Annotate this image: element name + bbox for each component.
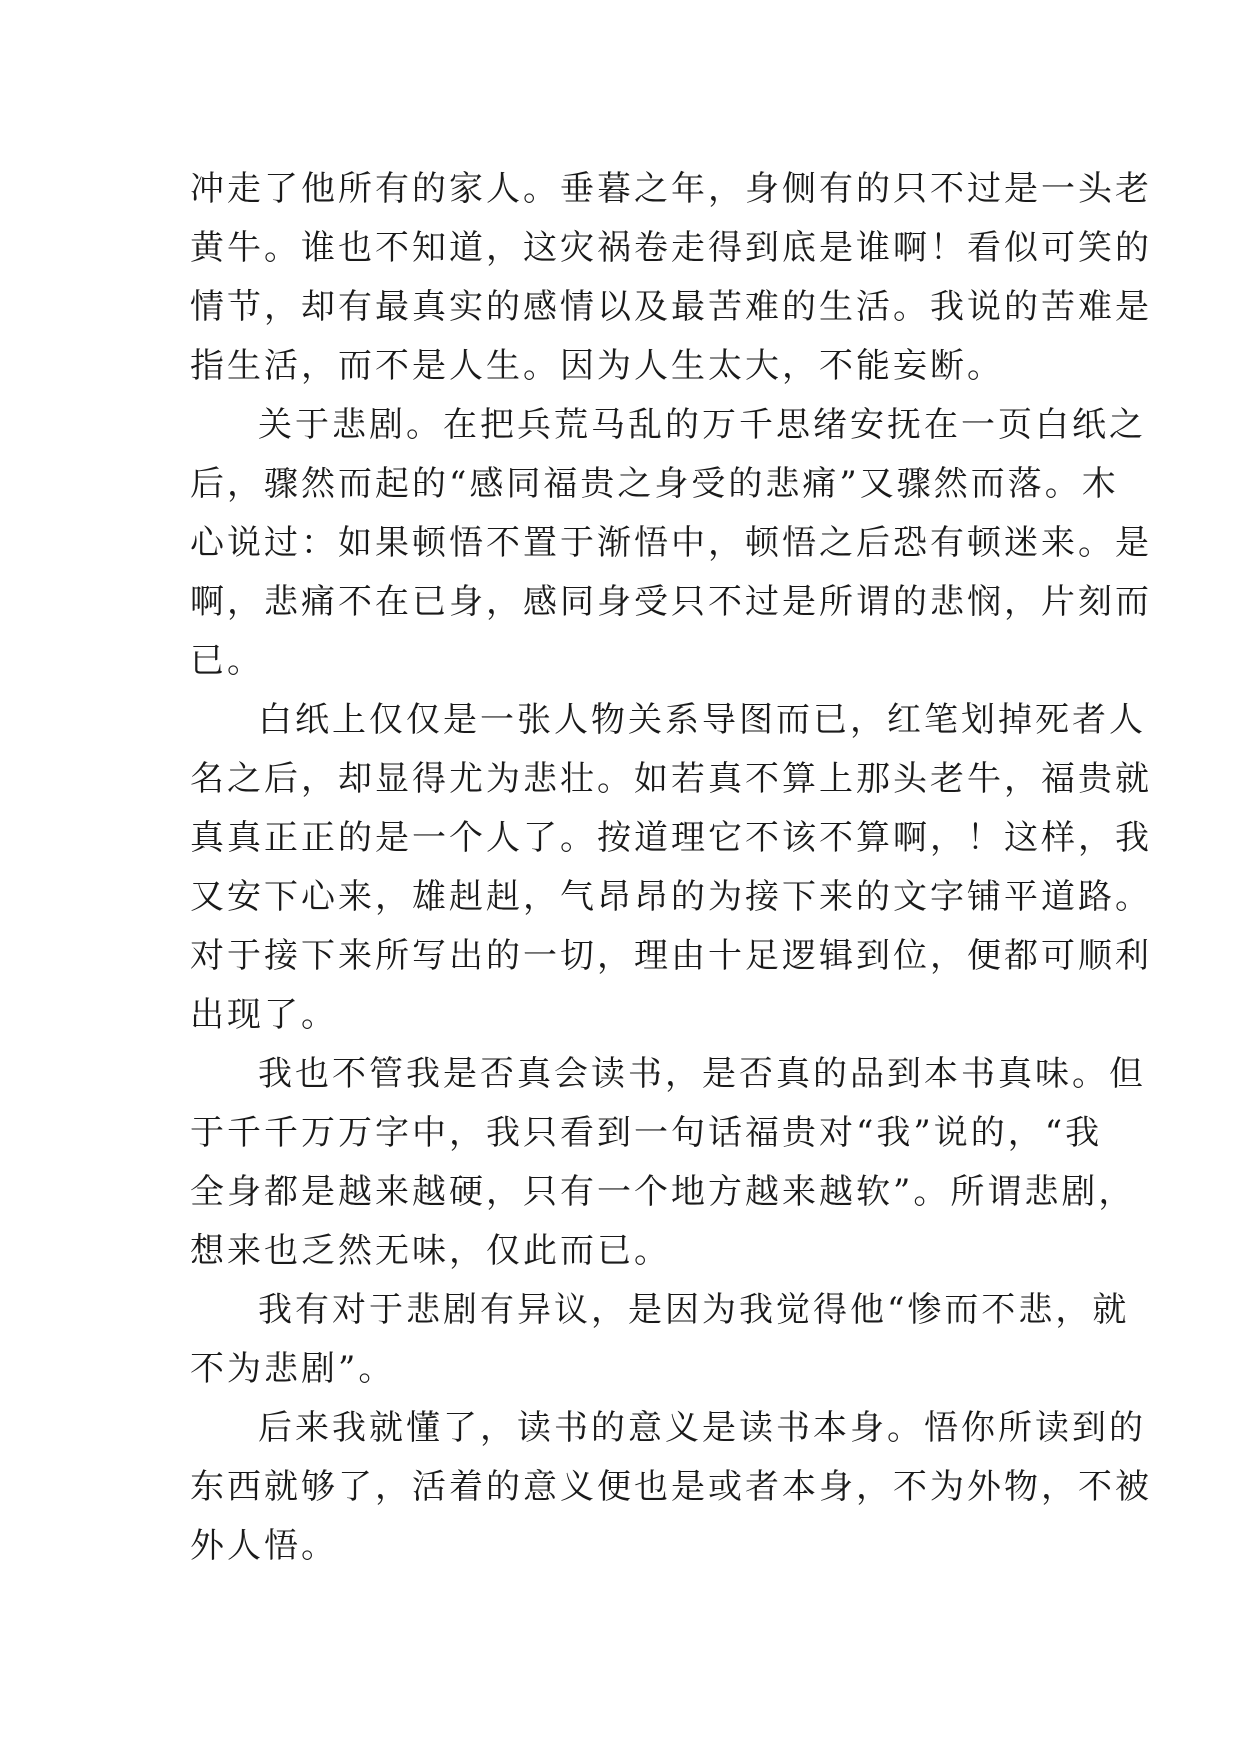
text-line: 我也不管我是否真会读书，是否真的品到本书真味。但 [258,1054,1146,1094]
text-line: 关于悲剧。在把兵荒马乱的万千思绪安抚在一页白纸之 [258,405,1146,445]
text-line: 已。 [190,641,264,681]
text-line: 东西就够了，活着的意义便也是或者本身，不为外物，不被 [190,1467,1152,1507]
text-line: 白纸上仅仅是一张人物关系导图而已，红笔划掉死者人 [258,700,1146,740]
text-line: 对于接下来所写出的一切，理由十足逻辑到位，便都可顺利 [190,936,1152,976]
text-line: 情节，却有最真实的感情以及最苦难的生活。我说的苦难是 [190,287,1152,327]
text-line: 我有对于悲剧有异议，是因为我觉得他“惨而不悲，就 [258,1290,1130,1330]
text-line: 后，骤然而起的“感同福贵之身受的悲痛”又骤然而落。木 [190,464,1119,504]
document-body [190,160,1152,1576]
text-line: 后来我就懂了，读书的意义是读书本身。悟你所读到的 [258,1408,1146,1448]
text-line: 又安下心来，雄赳赳，气昂昂的为接下来的文字铺平道路。 [190,877,1152,917]
text-line: 不为悲剧”。 [190,1349,396,1389]
text-line: 真真正正的是一个人了。按道理它不该不算啊，！这样，我 [190,818,1152,858]
text-line: 想来也乏然无味，仅此而已。 [190,1231,671,1271]
text-line: 出现了。 [190,995,338,1035]
text-line: 心说过：如果顿悟不置于渐悟中，顿悟之后恐有顿迷来。是 [190,523,1152,563]
text-line: 黄牛。谁也不知道，这灾祸卷走得到底是谁啊！看似可笑的 [190,228,1152,268]
text-line: 啊，悲痛不在已身，感同身受只不过是所谓的悲悯，片刻而 [190,582,1152,622]
text-line: 外人悟。 [190,1526,338,1566]
text-line: 冲走了他所有的家人。垂暮之年，身侧有的只不过是一头老 [190,169,1152,209]
text-line: 名之后，却显得尤为悲壮。如若真不算上那头老牛，福贵就 [190,759,1152,799]
text-line: 全身都是越来越硬，只有一个地方越来越软”。所谓悲剧， [190,1172,1136,1212]
text-line: 于千千万万字中，我只看到一句话福贵对“我”说的，“我 [190,1113,1103,1153]
text-line: 指生活，而不是人生。因为人生太大，不能妄断。 [190,346,1004,386]
